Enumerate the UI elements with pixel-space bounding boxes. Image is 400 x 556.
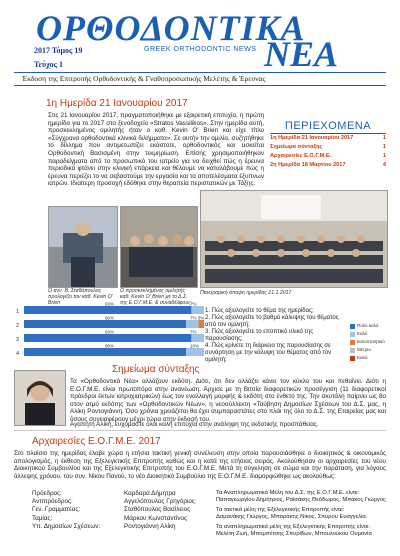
- chart-bar-segment: [186, 320, 199, 328]
- board-extra-names: Παπαγεωργίου Δημήτριος, Ραϊσάκης Θεόδωρος, Μπάκος Γιώργος: [216, 497, 386, 504]
- chart-data-label: 90%: [105, 343, 115, 349]
- board-member: Γεν. Γραμματέας: Σταθόπουλος Βασίλειος: [32, 506, 191, 514]
- chart-data-label: 90%: [105, 315, 115, 321]
- survey-question: 4. Πώς κρίνετε τη διάρκεια της παρουσίασης σε συνάρτηση με την κάλυψη του θέματος από τον ομιλητή;: [205, 343, 332, 363]
- photo-caption: Ο ανν. Β. Σταθόπουλος προλογίζει τον καθ. Kevin O' Brien: [48, 288, 113, 306]
- chart-bar-segment: [186, 348, 204, 356]
- survey-question: 1. Πώς αξιολογείτε το θέμα της ημερίδας;: [205, 308, 314, 314]
- photo-speaker-intro: [48, 206, 118, 288]
- toc-item-title: Σημείωμα σύνταξης: [270, 144, 323, 150]
- article-3-text: Στο πλαίσιο της ημερίδας έλαβε χώρα η ετήσια τακτική γενική συνέλευση στην οποία παρουσιάσθηκε ο διοικητικός & οικονομικός απολογισμός, η έκθεση της Εξελεγκτικής Επιτροπής καθώς και η κατά της ετήσιας σειράς. Ακολούθησαν οι αρχαιρεσίες του νέου Διοικητικού Συμβουλίου και της Εξελεγκτικής Επιτροπής του Ε.Ο.Γ.Μ.Ε. Μετά τη σύγκληση σε σώμα και την παράταση, για λόγους άλλεψης χρόνου, του συν. Νίκου Πανού, το νέο Διοικητικό Συμβούλιο της Ε.Ο.Γ.Μ.Ε. διαμορφώθηκε ως ακολούθως:: [14, 450, 386, 480]
- masthead: [14, 6, 386, 74]
- legend-item: Κακό: [350, 354, 390, 362]
- chart-bar-segment: [24, 320, 186, 328]
- article-2-closing: Αγαπητή Αλίκη, ευχόμαστε όλοι καλή επιτυχία στην ανάληψη της εκδοτικής προσπάθειας.: [70, 421, 319, 428]
- chart-bar-segment: [199, 320, 204, 328]
- survey-questions: [205, 308, 340, 364]
- publisher-text: Έκδοση της Επιτροπής Ορθοδοντικής & Γναθοπροσωπικής Μελέτης & Έρευνας: [22, 74, 266, 83]
- board-extra-label: Τα Αναπληρωματικά Μέλη του Δ.Σ. της Ε.Ο.Γ.Μ.Ε. είναι:: [216, 490, 360, 496]
- toc-item-page: 4: [382, 162, 386, 168]
- toc-item-title: 1η Ημερίδα 21 Ιανουαρίου 2017: [270, 135, 354, 141]
- legend-item: Πολύ καλό: [350, 322, 390, 330]
- chart-legend: [350, 322, 390, 362]
- board-extra-label: Τα αναπληρωματικά μέλη της Εξελεγκτικής Επιτροπής είναι:: [216, 523, 371, 530]
- legend-item: Μέτριο: [350, 346, 390, 354]
- chart-bar-segment: [24, 306, 191, 314]
- board-extra-names: Μελέτη Ζωή, Μπομπέτσης Σπυρίδων, Μπουλούκου Ουρανία: [216, 531, 372, 538]
- board-member: Ταμίας: Μάρκου Κωνσταντίνος: [32, 514, 188, 522]
- board-extra-names: Δαμανάκης Γιώργος, Μπαράκης Νίκος, Σπύρου Ευαγγελία.: [216, 514, 368, 521]
- board-member: Αντιπρόεδρος: Αγγελόπουλος Γρηγόριος: [32, 498, 195, 506]
- survey-question: 3. Πώς αξιολογείτε το εποπτικό υλικό της παρουσίασης;: [205, 329, 314, 342]
- chart-data-label: 10%: [190, 343, 200, 349]
- chart-bar-segment: [24, 334, 191, 342]
- board-member: Πρόεδρος: Καρδαρά Δήμητρα: [32, 490, 176, 497]
- volume-year: 2017 Τόμος 19: [34, 46, 83, 55]
- photo-editor-portrait: [14, 370, 66, 426]
- board-extra-label: Τα τακτικά μέλη της Εξελεγκτικής Επιτροπής είναι:: [216, 506, 345, 513]
- toc-item[interactable]: [270, 161, 386, 170]
- masthead-title: ΟΡΘΟΔΟΝΤΙΚΑ: [36, 8, 306, 48]
- legend-item: Ικανοποιητικό: [350, 338, 390, 346]
- legend-item: Καλό: [350, 330, 390, 338]
- chart-bar-segment: [191, 334, 204, 342]
- article-3-title: Αρχαιρεσίες Ε.Ο.Γ.Μ.Ε. 2017: [32, 436, 161, 447]
- toc-item-page: 1: [382, 153, 386, 159]
- toc-item-page: 1: [382, 144, 386, 150]
- section-divider: [14, 430, 386, 431]
- issue-number: Τεύχος 1: [34, 60, 64, 69]
- survey-question: 2. Πώς αξιολογείτε το βαθμό κάλυψης του θέματος από τον ομιλητή;: [205, 315, 339, 328]
- toc-item[interactable]: [270, 152, 386, 161]
- article-2-title: Σημείωμα σύνταξης: [112, 364, 200, 375]
- chart-data-label: 7%: [190, 301, 197, 307]
- toc-item[interactable]: [270, 134, 386, 143]
- chart-category-label: 1: [16, 309, 20, 315]
- photo-speaker-board: [120, 206, 198, 288]
- table-of-contents: [270, 120, 386, 170]
- toc-heading: ΠΕΡΙΕΧΟΜΕΝΑ: [270, 120, 386, 134]
- chart-data-label: 7%: [190, 329, 197, 335]
- board-member: Υπ. Δημοσίων Σχέσεων: Ροντογιάννη Αλίκη: [32, 522, 176, 530]
- chart-data-label: 93%: [105, 329, 115, 335]
- photo-caption: Πανοραμική άποψη ημερίδας 21.1.2017: [200, 290, 292, 296]
- toc-item-page: 1: [382, 135, 386, 141]
- publisher-bar: [14, 72, 386, 86]
- survey-chart-svg: [14, 302, 214, 364]
- board-extra: [216, 490, 386, 538]
- chart-bar-segment: [24, 348, 186, 356]
- chart-category-label: 4: [16, 351, 20, 357]
- chart-category-label: 3: [16, 337, 20, 343]
- toc-item[interactable]: [270, 143, 386, 152]
- article-1-text: Στις 21 Ιανουαρίου 2017, πραγματοποιήθηκε με εξαιρετική επιτυχία, η πρώτη ημερίδα για το 2017 στο ξενοδοχείο «Stratos Vassilikos». Στην ημερίδα αυτή, προσκεκλημένος ομιλητής ήταν ο καθ. Kevin O' Brien και είχε τίτλο «Σύγχρονα ορθοδοντικά κλινικά διλήμματα». Σε αυτήν την ομιλία, συζητήθηκε το δίλλημα που αντιμετωπίζει εκάστοτε, ορθοδοντικός και ασκείται Ορθοδοντική Βασισμένη στην τεκμηρίωση. Επίσης χρησιμοποιήθηκαν παραδείγματα από το προσωπικό του ιατρείο για να δειχθεί πώς η έρευνα περιοδικά φτάνει στην κλινική επάρκεια και θέλουμε να καταλάβουμε πώς η έρευνα περιέζει το να σεβαστούμε την εργασία και τα αποτελέσματα έξυπνων ιατρών. Ιδιαίτερη προσοχή εδόθηκε στην θεραπεία περιστατικών με Τάξης.: [48, 112, 264, 188]
- photo-panoramic: [200, 190, 388, 288]
- chart-data-label: 7% 3%: [190, 315, 205, 321]
- masthead-title-nea: ΝΕΑ: [264, 34, 339, 74]
- toc-item-title: 2η Ημερίδα 18 Μαρτίου 2017: [270, 162, 346, 168]
- article-2-text: Τα «Ορθοδοντικά Νέα» αλλάζουν εκδότη. Διότι, ότι δεν αλλάζει κάνει τον κύκλο του και πεθαίνει. Διότι η Ε.Ο.Γ.Μ.Ε. είναι πρωτοπόρα στην ανανέωση. Άρχισε με τη Βιτσία διαφορετικών προσέγγιση (11 διαφορετικοί πρόεδροι έκτων ιατροχιατρικών) έως τον εναλλαγή μορφής & εκδότη στο ένθετο της. Την σκυτάλη παίρνει ως 8ο στον ατμό εκδότης των «Ορθοδοντικών Νέων», η νεοσύλλεκτη «Ταύβηση Δημοσίων Σχέσεων του Δ.Σ. μας, η Αλίκη Ροντογιάννη. Όσο χρόνια χρειάζεται θα έχει συμπαραστάτες στο πλάι της όλο το Δ.Σ. της Εταιρείας μας και όσους συνεισφέρουν μέχρι τώρα στην έκδοσή του.: [70, 378, 386, 423]
- masthead-subtitle: GREEK ORTHODONTIC NEWS: [144, 46, 257, 53]
- toc-item-title: Αρχαιρεσίες Ε.Ο.Γ.Μ.Ε.: [270, 153, 332, 159]
- photo-caption: Ο προσκεκλημένος ομιλητής καθ. Kevin O' Brien με το Δ.Σ. της Ε.Ο.Γ.Μ.Ε. & συναδέλφους: [120, 288, 191, 306]
- chart-category-label: 2: [16, 323, 20, 329]
- article-1-title: 1η Ημερίδα 21 Ιανουαρίου 2017: [46, 98, 188, 109]
- board-roster: [32, 490, 195, 531]
- chart-bar-segment: [191, 306, 204, 314]
- chart-data-label: 93%: [105, 301, 115, 307]
